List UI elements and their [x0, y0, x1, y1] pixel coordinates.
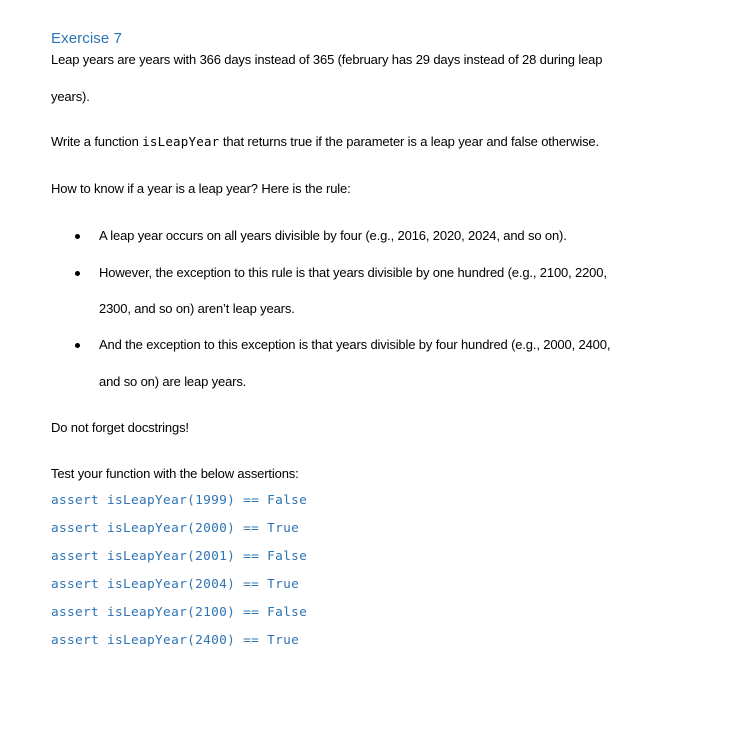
rule-1-line-1: A leap year occurs on all years divisible by four (e.g., 2016, 2020, 2024, and so on).: [99, 228, 567, 243]
assertion-line: assert isLeapYear(2001) == False: [51, 549, 308, 564]
intro-line-1: Leap years are years with 366 days instead of 365 (february has 29 days instead of 28 during leap: [51, 52, 603, 67]
assertion-line: assert isLeapYear(2004) == True: [51, 577, 300, 592]
task-prefix: Write a function: [51, 134, 143, 149]
exercise-title: Exercise 7: [51, 30, 123, 47]
task-description: [51, 134, 599, 150]
task-function-name: isLeapYear: [142, 134, 220, 149]
assertion-line: assert isLeapYear(2000) == True: [51, 521, 300, 536]
bullet-icon: [75, 271, 80, 276]
rule-3-line-1: And the exception to this exception is that years divisible by four hundred (e.g., 2000, 2400,: [99, 337, 611, 352]
assertion-line: assert isLeapYear(1999) == False: [51, 493, 308, 508]
docstring-note: Do not forget docstrings!: [51, 420, 189, 435]
rule-question: How to know if a year is a leap year? Here is the rule:: [51, 181, 351, 196]
bullet-icon: [75, 234, 80, 239]
rule-3-line-2: and so on) are leap years.: [99, 374, 247, 389]
rule-2-line-1: However, the exception to this rule is that years divisible by one hundred (e.g., 2100, 2200,: [99, 265, 607, 280]
intro-line-2: years).: [51, 89, 90, 104]
bullet-icon: [75, 343, 80, 348]
task-suffix: that returns true if the parameter is a leap year and false otherwise.: [219, 134, 599, 149]
assertion-line: assert isLeapYear(2100) == False: [51, 605, 308, 620]
test-intro: Test your function with the below assertions:: [51, 466, 299, 481]
rule-2-line-2: 2300, and so on) aren’t leap years.: [99, 301, 295, 316]
assertion-line: assert isLeapYear(2400) == True: [51, 633, 300, 648]
